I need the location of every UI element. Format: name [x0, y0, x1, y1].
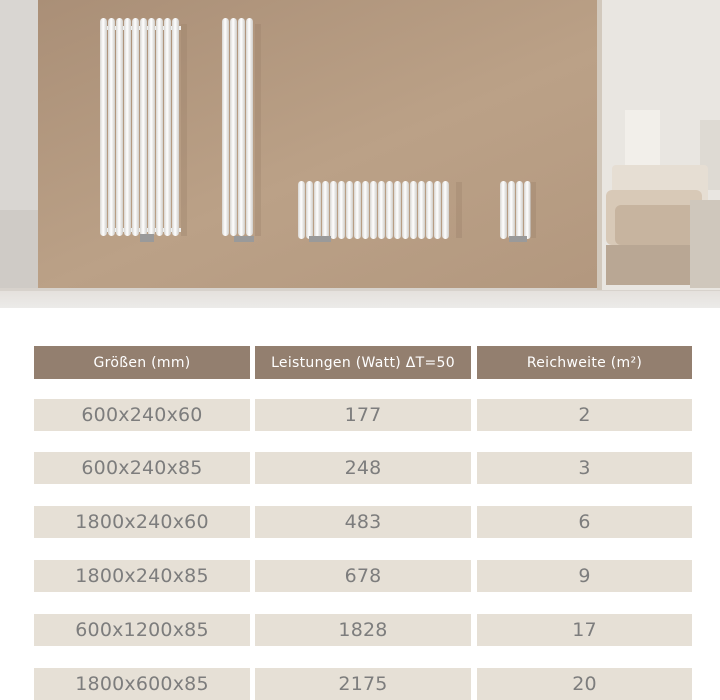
cell-size: 1800x600x85: [34, 668, 250, 700]
cell-range: 20: [477, 668, 692, 700]
header-size: Größen (mm): [34, 346, 250, 379]
radiator-tube: [306, 181, 313, 239]
header-power: Leistungen (Watt) ΔT=50: [255, 346, 471, 379]
radiator-tube: [354, 181, 361, 239]
radiator-tube: [124, 18, 131, 236]
radiator-tube: [222, 18, 229, 236]
radiator-tube: [322, 181, 329, 239]
radiator-tube: [362, 181, 369, 239]
radiator-tube: [418, 181, 425, 239]
cell-power: 248: [255, 452, 471, 484]
radiator-tube: [394, 181, 401, 239]
cell-power: 1828: [255, 614, 471, 646]
cell-size: 600x1200x85: [34, 614, 250, 646]
radiator-tube: [370, 181, 377, 239]
radiator-tube: [434, 181, 441, 239]
product-photo: [0, 0, 720, 308]
radiator-tube: [116, 18, 123, 236]
radiator-tube: [330, 181, 337, 239]
radiator-tube: [108, 18, 115, 236]
cell-range: 6: [477, 506, 692, 538]
radiator-tube: [156, 18, 163, 236]
header-range: Reichweite (m²): [477, 346, 692, 379]
radiator-tube: [386, 181, 393, 239]
radiator-tube: [402, 181, 409, 239]
radiator-tube: [442, 181, 449, 239]
radiator-tube: [230, 18, 237, 236]
radiator-tube: [132, 18, 139, 236]
cell-range: 9: [477, 560, 692, 592]
radiator-tube: [238, 18, 245, 236]
cell-size: 1800x240x85: [34, 560, 250, 592]
cell-size: 600x240x60: [34, 399, 250, 431]
cell-range: 17: [477, 614, 692, 646]
radiator-tube: [500, 181, 507, 239]
cell-range: 2: [477, 399, 692, 431]
radiator-tube: [346, 181, 353, 239]
radiator-tube: [140, 18, 147, 236]
radiator-tube: [314, 181, 321, 239]
radiator-tube: [516, 181, 523, 239]
radiator-tube: [148, 18, 155, 236]
radiator-tube: [410, 181, 417, 239]
cell-size: 600x240x85: [34, 452, 250, 484]
radiator-tube: [338, 181, 345, 239]
radiator-tube: [426, 181, 433, 239]
cell-power: 678: [255, 560, 471, 592]
radiator-tube: [378, 181, 385, 239]
cell-size: 1800x240x60: [34, 506, 250, 538]
radiator-tube: [100, 18, 107, 236]
cell-power: 177: [255, 399, 471, 431]
cell-power: 2175: [255, 668, 471, 700]
radiator-tube: [298, 181, 305, 239]
cell-range: 3: [477, 452, 692, 484]
radiator-tube: [508, 181, 515, 239]
cell-power: 483: [255, 506, 471, 538]
radiator-tube: [246, 18, 253, 236]
radiator-tube: [172, 18, 179, 236]
radiator-tube: [524, 181, 531, 239]
radiator-tube: [164, 18, 171, 236]
